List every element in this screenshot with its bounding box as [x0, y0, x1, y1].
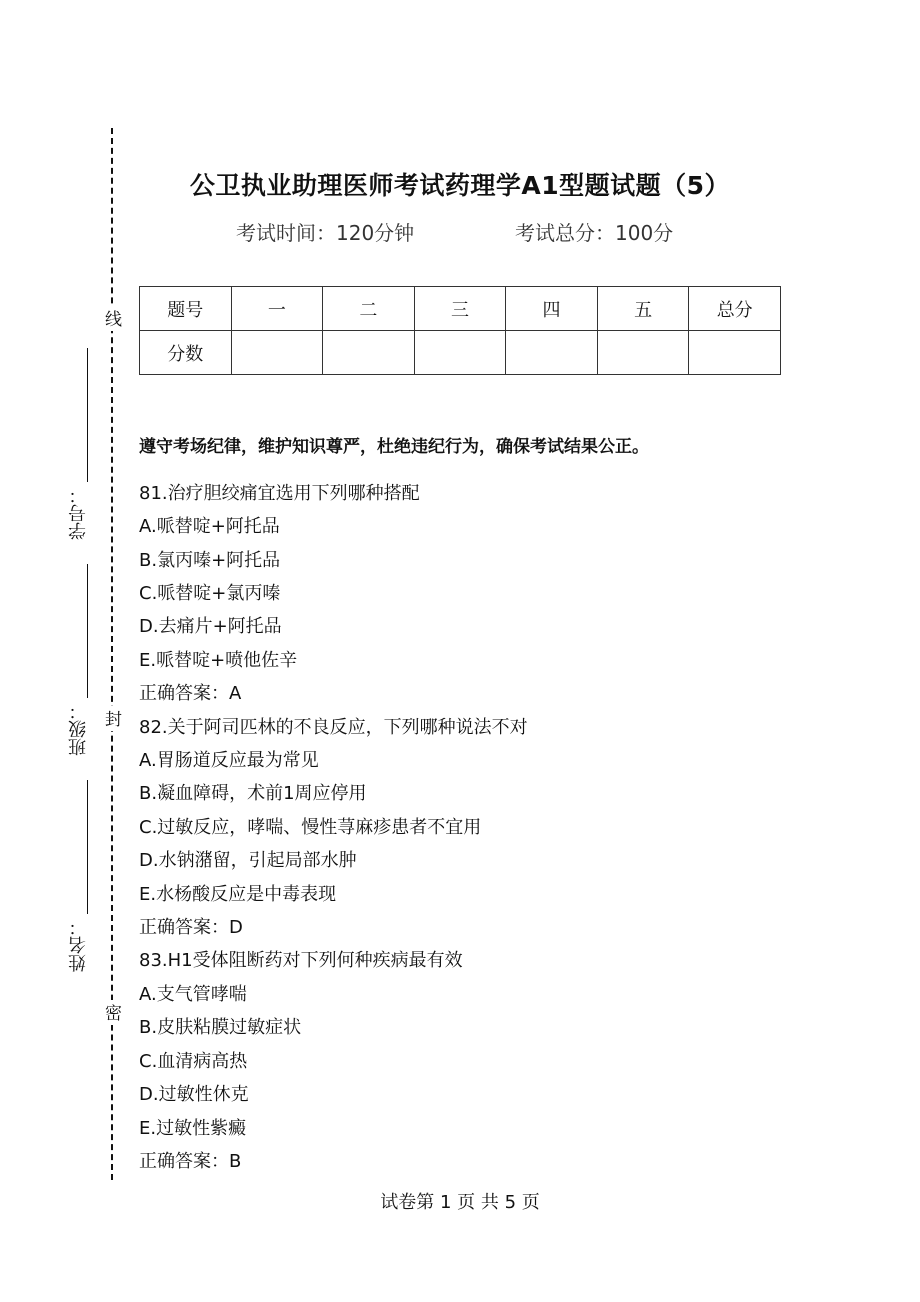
exam-notice: 遵守考场纪律，维护知识尊严，杜绝违纪行为，确保考试结果公正。: [139, 437, 649, 457]
question-option: C.哌替啶+氯丙嗪: [139, 583, 281, 604]
score-row-label: 分数: [140, 331, 232, 375]
question-option: D.水钠潴留，引起局部水肿: [139, 850, 357, 871]
name-line[interactable]: [87, 780, 88, 914]
score-table: [139, 286, 781, 375]
score-cell[interactable]: [689, 331, 781, 375]
class-label: 班级：: [68, 702, 89, 756]
page-title: 公卫执业助理医师考试药理学A1型题试题（5）: [189, 171, 731, 200]
question-option: E.哌替啶+喷他佐辛: [139, 650, 298, 671]
question-answer: 正确答案：A: [139, 683, 242, 704]
exam-total-score: 考试总分：100分: [515, 221, 674, 245]
page-footer: 试卷第 1 页 共 5 页: [380, 1192, 540, 1213]
score-cell[interactable]: [231, 331, 323, 375]
question-option: E.水杨酸反应是中毒表现: [139, 884, 337, 905]
question-stem: 81.治疗胆绞痛宜选用下列哪种搭配: [139, 483, 420, 504]
score-cell[interactable]: [323, 331, 415, 375]
table-header-cell: 五: [597, 287, 689, 331]
table-header-cell: 题号: [140, 287, 232, 331]
table-header-cell: 一: [231, 287, 323, 331]
score-table-score-row: [140, 331, 781, 375]
question-option: E.过敏性紫癜: [139, 1118, 247, 1139]
question-option: B.皮肤粘膜过敏症状: [139, 1017, 302, 1038]
score-table-header-row: [140, 287, 781, 331]
table-header-cell: 四: [506, 287, 598, 331]
score-cell[interactable]: [414, 331, 506, 375]
table-header-cell: 二: [323, 287, 415, 331]
question-answer: 正确答案：D: [139, 917, 243, 938]
question-answer: 正确答案：B: [139, 1151, 242, 1172]
student-id-label: 学号：: [68, 486, 89, 540]
binding-mark-xian: 线: [102, 306, 119, 331]
question-option: B.氯丙嗪+阿托品: [139, 550, 281, 571]
table-header-cell: 三: [414, 287, 506, 331]
question-option: B.凝血障碍，术前1周应停用: [139, 783, 367, 804]
question-option: A.哌替啶+阿托品: [139, 516, 280, 537]
table-header-cell: 总分: [689, 287, 781, 331]
question-option: D.过敏性休克: [139, 1084, 249, 1105]
question-stem: 82.关于阿司匹林的不良反应，下列哪种说法不对: [139, 717, 528, 738]
binding-mark-mi: 密: [102, 1000, 119, 1025]
score-cell[interactable]: [506, 331, 598, 375]
name-label: 姓名：: [68, 918, 89, 972]
question-option: C.血清病高热: [139, 1051, 248, 1072]
question-stem: 83.H1受体阻断药对下列何种疾病最有效: [139, 950, 463, 971]
question-option: C.过敏反应，哮喘、慢性荨麻疹患者不宜用: [139, 817, 482, 838]
binding-mark-feng: 封: [102, 706, 119, 731]
exam-time: 考试时间：120分钟: [236, 221, 415, 245]
student-id-line[interactable]: [87, 348, 88, 482]
score-cell[interactable]: [597, 331, 689, 375]
question-option: A.支气管哮喘: [139, 984, 247, 1005]
class-line[interactable]: [87, 564, 88, 698]
question-option: D.去痛片+阿托品: [139, 616, 282, 637]
question-option: A.胃肠道反应最为常见: [139, 750, 319, 771]
